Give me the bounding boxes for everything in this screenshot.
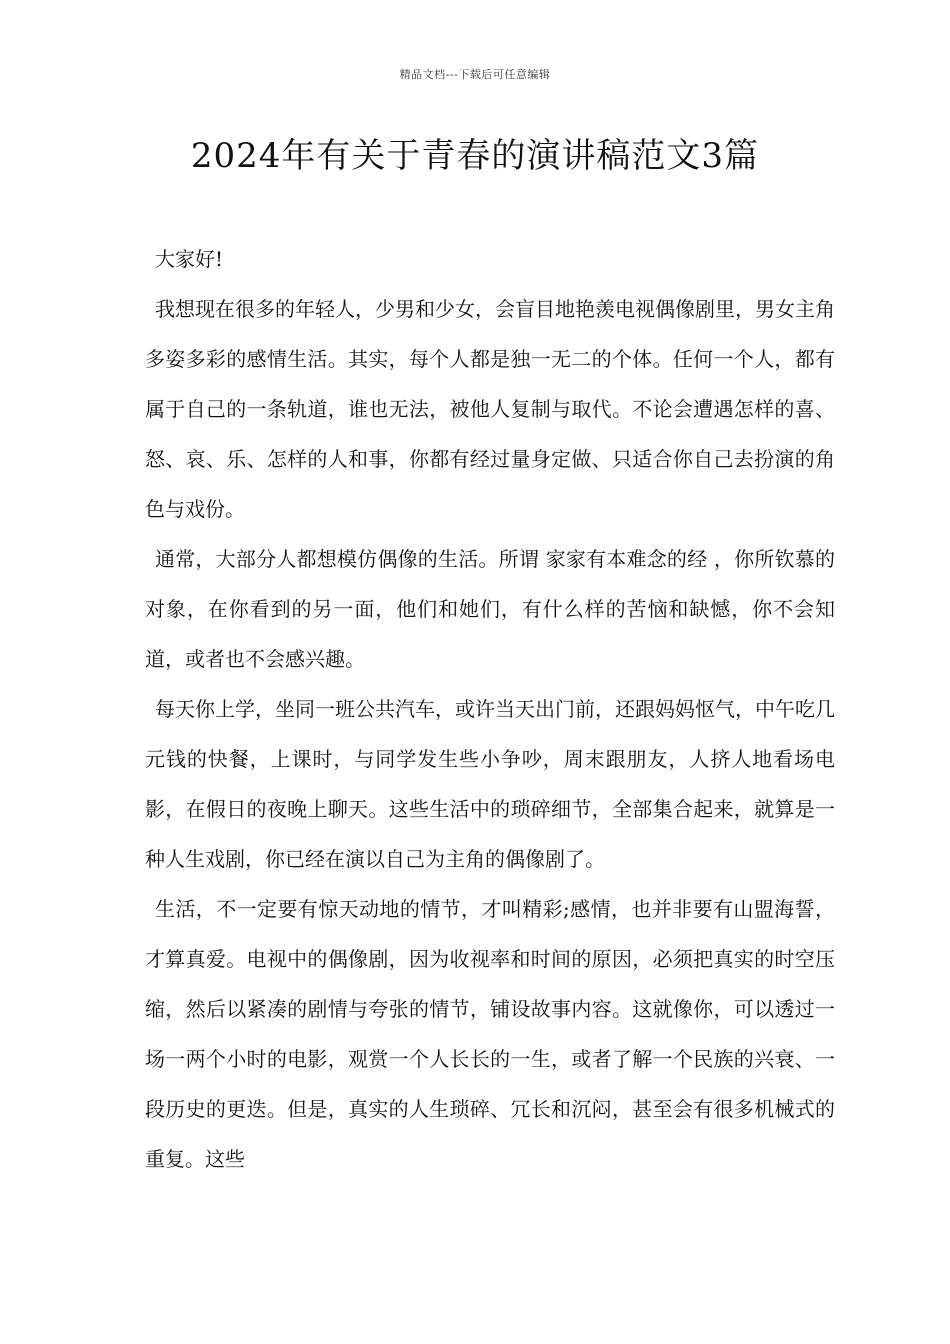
header-note: 精品文档---下载后可任意编辑 bbox=[399, 68, 551, 81]
paragraph: 我想现在很多的年轻人，少男和少女，会盲目地艳羡电视偶像剧里，男女主角多姿多彩的感情生活。其实，每个人都是独一无二的个体。任何一个人，都有属于自己的一条轨道，谁也无法，被他人复制与取代。不论会遭遇怎样的喜、怒、哀、乐、怎样的人和事，你都有经过量身定做、只适合你自己去扮演的角色与戏份。 bbox=[145, 297, 835, 521]
paragraph: 生活，不一定要有惊天动地的情节，才叫精彩;感情，也并非要有山盟海誓，才算真爱。电视中的偶像剧，因为收视率和时间的原因，必须把真实的时空压缩，然后以紧凑的剧情与夸张的情节，铺设故事内容。这就像你，可以透过一场一两个小时的电影，观赏一个人长长的一生，或者了解一个民族的兴衰、一段历史的更迭。但是，真实的人生琐碎、冗长和沉闷，甚至会有很多机械式的重复。这些 bbox=[145, 897, 835, 1171]
paragraph-greeting: 大家好! bbox=[155, 247, 224, 271]
document-body bbox=[145, 234, 835, 1184]
document-title: 2024年有关于青春的演讲稿范文3篇 bbox=[190, 136, 760, 176]
paragraph: 每天你上学，坐同一班公共汽车，或许当天出门前，还跟妈妈怄气，中午吃几元钱的快餐，上课时，与同学发生些小争吵，周末跟朋友，人挤人地看场电影，在假日的夜晚上聊天。这些生活中的琐碎细节，全部集合起来，就算是一种人生戏剧，你已经在演以自己为主角的偶像剧了。 bbox=[145, 697, 835, 871]
paragraph: 通常，大部分人都想模仿偶像的生活。所谓 家家有本难念的经 ，你所钦慕的对象，在你看到的另一面，他们和她们，有什么样的苦恼和缺憾，你不会知道，或者也不会感兴趣。 bbox=[145, 547, 835, 671]
